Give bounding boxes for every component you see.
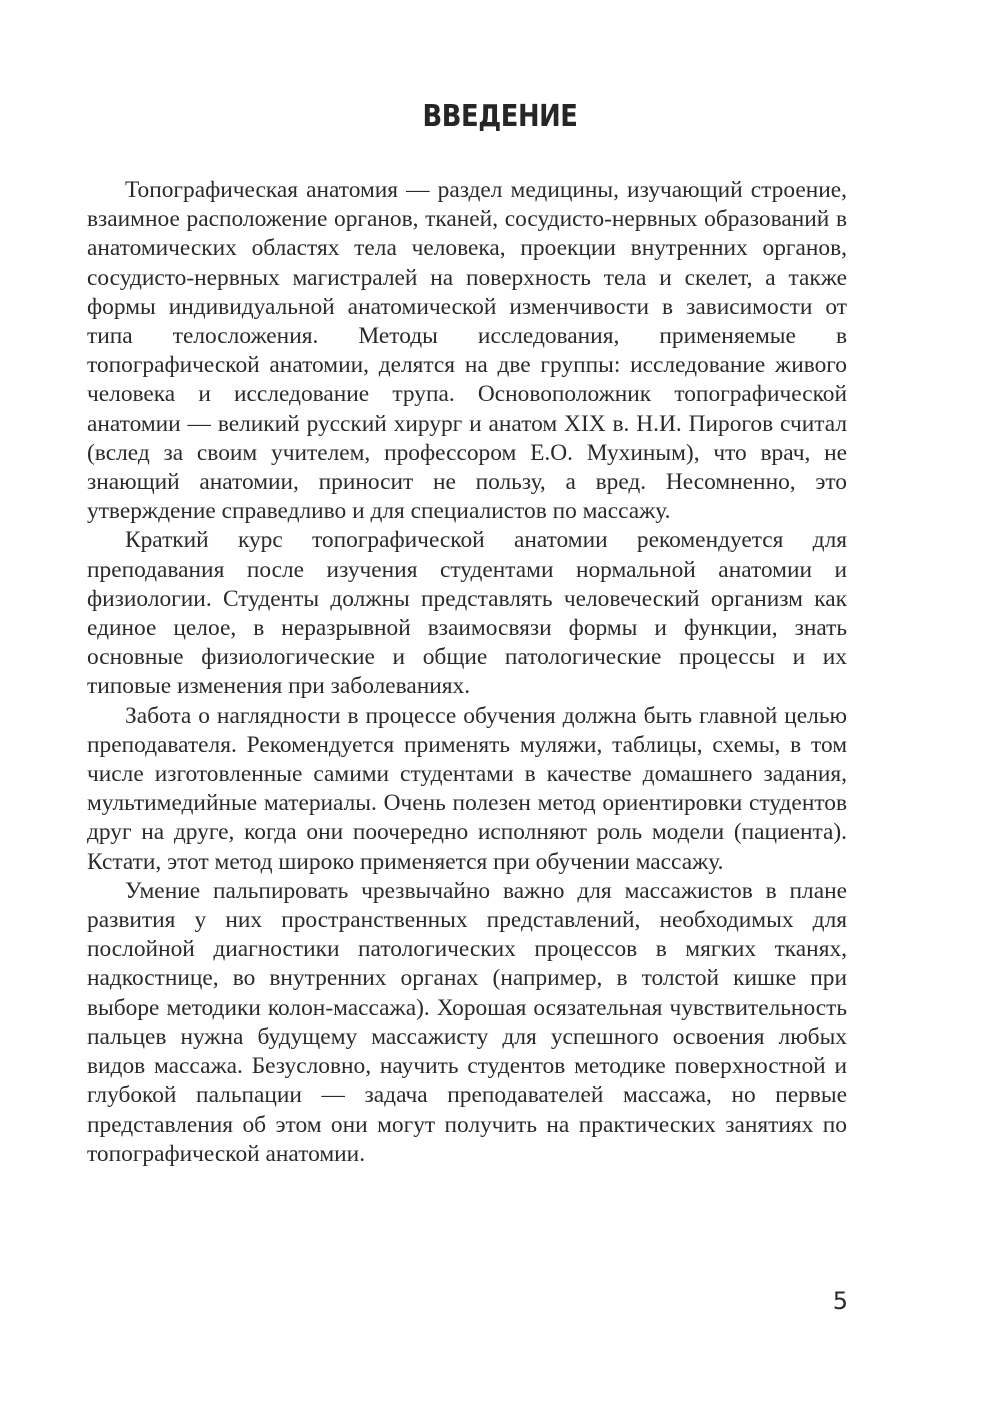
paragraph-4: Умение пальпировать чрезвычайно важно для массажистов в плане развития у них пространственных представлений, необходимых для послойной диагностики патологических процессов в мягких тканях, надкостнице, во внутренних органах (например, в толстой кишке при выборе методики колон-массажа). Хорошая осязательная чувствительность пальцев нужна будущему массажисту для успешного освоения любых видов массажа. Безусловно, научить студентов методике поверхностной и глубокой пальпации — задача преподавателей массажа, но первые представления об этом они могут получить на практических занятиях по топографической анатомии. <box>87 877 847 1167</box>
chapter-body <box>87 176 847 1169</box>
paragraph-3: Забота о наглядности в процессе обучения должна быть главной целью преподавателя. Рекомендуется применять муляжи, таблицы, схемы, в том числе изготовленные самими студентами в качестве домашнего задания, мультимедийные материалы. Очень полезен метод ориентировки студентов друг на друге, когда они поочередно исполняют роль модели (пациента). Кстати, этот метод широко применяется при обучении массажу. <box>87 702 847 875</box>
chapter-title: ВВЕДЕНИЕ <box>422 99 578 134</box>
paragraph-2: Краткий курс топографической анатомии рекомендуется для преподавания после изучения студентами нормальной анатомии и физиологии. Студенты должны представлять человеческий организм как единое целое, в неразрывной взаимосвязи формы и функции, знать основные физиологические и общие патологические процессы и их типовые изменения при заболеваниях. <box>87 527 847 700</box>
page-number: 5 <box>832 1287 848 1315</box>
paragraph-1: Топографическая анатомия — раздел медицины, изучающий строение, взаимное расположение органов, тканей, сосудисто-нервных образований в анатомических областях тела человека, проекции внутренних органов, сосудисто-нервных магистралей на поверхность тела и скелет, а также формы индивидуальной анатомической изменчивости в зависимости от типа телосложения. Методы исследования, применяемые в топографической анатомии, делятся на две группы: исследование живого человека и исследование трупа. Основоположник топографической анатомии — великий русский хирург и анатом XIX в. Н.И. Пирогов считал (вслед за своим учителем, профессором Е.О. Мухиным), что врач, не знающий анатомии, приносит не пользу, а вред. Несомненно, это утверждение справедливо и для специалистов по массажу. <box>87 177 847 525</box>
